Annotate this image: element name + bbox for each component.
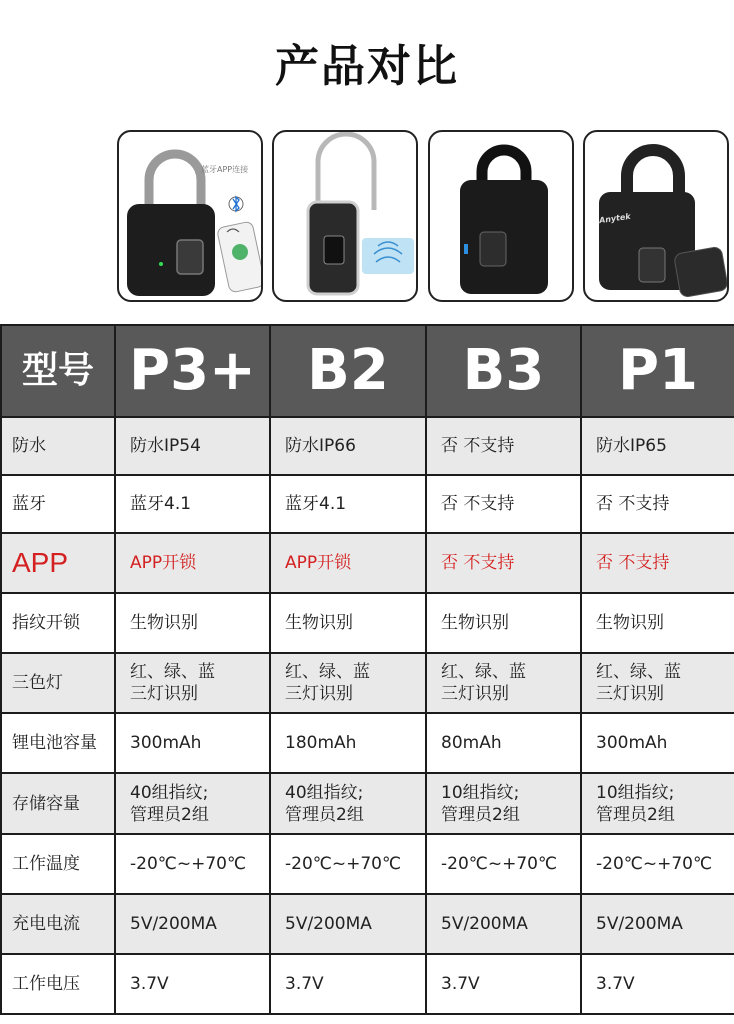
table-row [1,894,734,954]
value-cell: -20℃~+70℃ [581,834,734,894]
value-cell: 蓝牙4.1 [115,475,270,533]
value-cell: 3.7V [270,954,426,1014]
value-cell: -20℃~+70℃ [426,834,581,894]
table-row [1,713,734,773]
model-p3plus: P3+ [115,325,270,417]
value-cell: APP开锁 [270,533,426,593]
value-cell: 否 不支持 [581,475,734,533]
value-cell: 生物识别 [115,593,270,653]
value-cell [581,773,734,834]
value-cell: 生物识别 [426,593,581,653]
value-line: 管理员2组 [441,804,520,825]
padlock-b3-icon [430,132,574,302]
row-label-cell: 锂电池容量 [1,713,115,773]
row-label-cell: 工作温度 [1,834,115,894]
table-row [1,773,734,834]
row-label-cell: APP [1,533,115,593]
row-label-cell: 防水 [1,417,115,475]
value-cell: 3.7V [581,954,734,1014]
value-cell [115,773,270,834]
product-image-b2 [272,130,418,302]
bluetooth-caption: 蓝牙APP连接 [201,165,249,174]
product-image-p1 [583,130,729,302]
table-header-row [1,325,734,417]
product-image-p3plus [117,130,263,302]
padlock-p3plus-icon [119,132,263,302]
page-title: 产品对比 [275,41,459,92]
value-line: 三灯识别 [596,684,664,704]
value-cell: 3.7V [115,954,270,1014]
row-label-cell: 指纹开锁 [1,593,115,653]
model-b2: B2 [270,325,426,417]
row-label-cell: 三色灯 [1,653,115,713]
value-cell: -20℃~+70℃ [270,834,426,894]
value-cell: 否 不支持 [426,533,581,593]
value-line: 40组指纹; [130,782,209,803]
value-cell [426,653,581,713]
value-cell: -20℃~+70℃ [115,834,270,894]
row-label-cell: 充电电流 [1,894,115,954]
value-line: 管理员2组 [596,804,675,825]
value-cell [270,773,426,834]
model-b3: B3 [426,325,581,417]
value-line: 管理员2组 [130,804,209,825]
row-label-cell: 工作电压 [1,954,115,1014]
product-image-b3 [428,130,574,302]
table-row [1,475,734,533]
value-cell: 300mAh [115,713,270,773]
value-cell: 300mAh [581,713,734,773]
value-cell: 5V/200MA [115,894,270,954]
value-line: 10组指纹; [441,782,520,803]
table-row [1,533,734,593]
padlock-b2-icon [274,132,418,302]
value-cell: 5V/200MA [581,894,734,954]
value-cell: 生物识别 [581,593,734,653]
value-cell: 180mAh [270,713,426,773]
value-line: 三灯识别 [285,684,353,704]
value-cell: 否 不支持 [426,417,581,475]
value-line: 三灯识别 [441,684,509,704]
value-line: 红、绿、蓝 [596,662,681,682]
value-line: 管理员2组 [285,804,364,825]
value-cell: APP开锁 [115,533,270,593]
value-cell: 生物识别 [270,593,426,653]
value-cell: 5V/200MA [426,894,581,954]
table-row [1,593,734,653]
value-cell: 否 不支持 [581,533,734,593]
value-line: 三灯识别 [130,684,198,704]
value-cell: 3.7V [426,954,581,1014]
value-cell [115,653,270,713]
table-row [1,834,734,894]
value-line: 红、绿、蓝 [441,662,526,682]
value-cell: 防水IP65 [581,417,734,475]
brand-label: Anytek [598,211,632,226]
header-label-cell: 型号 [1,325,115,417]
value-cell [426,773,581,834]
value-line: 红、绿、蓝 [130,662,215,682]
value-cell [581,653,734,713]
row-label-cell: 蓝牙 [1,475,115,533]
row-label-cell: 存储容量 [1,773,115,834]
comparison-table [0,324,734,1015]
value-cell: 否 不支持 [426,475,581,533]
value-cell: 防水IP66 [270,417,426,475]
value-line: 红、绿、蓝 [285,662,370,682]
value-line: 40组指纹; [285,782,364,803]
value-cell: 80mAh [426,713,581,773]
table-row [1,954,734,1014]
value-line: 10组指纹; [596,782,675,803]
table-row [1,653,734,713]
value-cell: 蓝牙4.1 [270,475,426,533]
value-cell: 防水IP54 [115,417,270,475]
value-cell: 5V/200MA [270,894,426,954]
value-cell [270,653,426,713]
table-row [1,417,734,475]
model-p1: P1 [581,325,734,417]
